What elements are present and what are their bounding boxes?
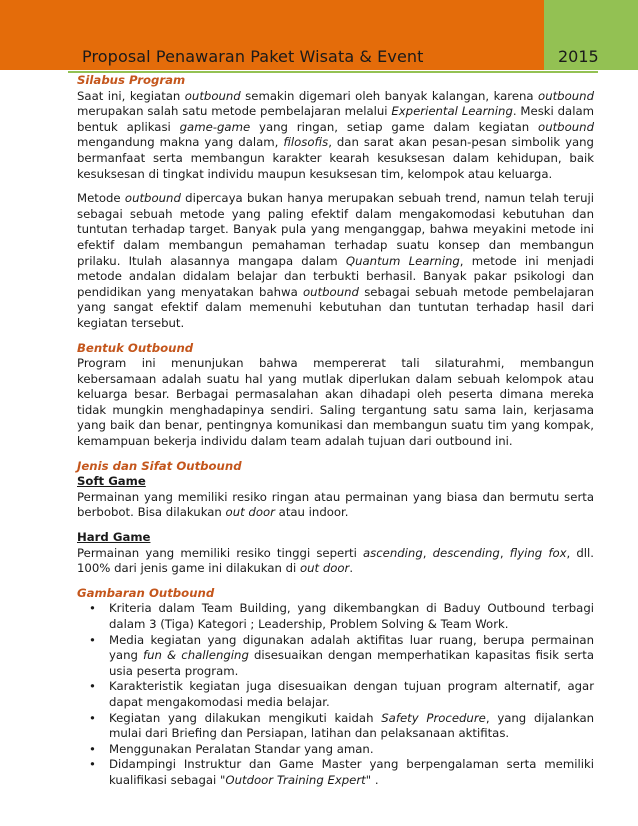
document-year: 2015 — [558, 47, 599, 66]
heading-gambaran-outbound: Gambaran Outbound — [77, 585, 215, 600]
paragraph: Program ini menunjukan bahwa mempererat tali silaturahmi, membangun kebersamaan adalah suatu hal yang mutlak diperlukan dalam sebuah kelompok atau keluarga besar. Berbagai permasalahan akan dihadapi oleh peserta dimana mereka tidak mungkin menghadapinya sendiri. Saling tergantung satu sama lain, kerjasama yang baik dan benar, pentingnya komunikasi dan membangun suatu tim yang kompak, kemampuan bekerja individu dalam team adalah tujuan dari outbound ini. — [77, 356, 594, 449]
bullet-icon: • — [89, 601, 96, 616]
list-item: • Menggunakan Peralatan Standar yang aman. — [89, 741, 374, 756]
bullet-icon: • — [89, 741, 96, 756]
paragraph: Permainan yang memiliki resiko ringan atau permainan yang biasa dan bermutu serta berbobot. Bisa dilakukan out door atau indoor. — [77, 489, 594, 520]
heading-silabus-program: Silabus Program — [77, 73, 186, 87]
list-item: • Kegiatan yang dilakukan mengikuti kaidah Safety Procedure, yang dijalankan mulai dari Briefing dan Persiapan, latihan dan pelaksanaan aktifitas. — [89, 710, 595, 741]
list-item: • Didampingi Instruktur dan Game Master yang berpengalaman serta memiliki kualifikasi sebagai "Outdoor Training Expert" . — [89, 757, 594, 787]
list-item: • Karakteristik kegiatan juga disesuaikan dengan tujuan program alternatif, agar dapat mengakomodasi media belajar. — [89, 679, 594, 709]
document-body — [77, 73, 594, 789]
bullet-icon: • — [89, 757, 96, 772]
list-item: • Media kegiatan yang digunakan adalah aktifitas luar ruang, berupa permainan yang fun & challenging disesuaikan dengan memperhatikan kapasitas fisik serta usia peserta program. — [89, 632, 594, 678]
paragraph: Saat ini, kegiatan outbound semakin digemari oleh banyak kalangan, karena outbound merupakan salah satu metode pembelajaran melalui Experiental Learning. Meski dalam bentuk aplikasi game-game yang ringan, setiap game dalam kegiatan outbound mengandung makna yang dalam, filosofis, dan sarat akan pesan-pesan simbolik yang bermanfaat serta membangun karakter kearah kesuksesan dalam kehidupan, baik kesuksesan di tingkat individu maupun kesuksesan tim, kelompok atau keluarga. — [77, 88, 595, 181]
heading-jenis-sifat-outbound: Jenis dan Sifat Outbound — [77, 458, 242, 473]
gambaran-list — [77, 601, 594, 788]
paragraph: Metode outbound dipercaya bukan hanya merupakan sebuah trend, namun telah teruji sebagai sebuah metode yang paling efektif dalam mengakomodasi kebutuhan dan tuntutan terhadap target. Banyak pula yang menganggap, bahwa meyakini metode ini efektif dalam membangun pemahaman terhadap suatu konsep dan membangun prilaku. Itulah alasannya mangapa dalam Quantum Learning, metode ini menjadi metode andalan didalam belajar dan terbukti berhasil. Banyak pakar psikologi dan pendidikan yang menyatakan bahwa outbound sebagai sebuah metode pembelajaran yang sangat efektif dalam memenuhi kebutuhan dan tuntutan terhadap hasil dari kegiatan tersebut. — [77, 191, 594, 330]
document-title: Proposal Penawaran Paket Wisata & Event — [82, 47, 424, 66]
bullet-icon: • — [89, 710, 96, 725]
bullet-icon: • — [89, 632, 96, 647]
heading-hard-game: Hard Game — [77, 530, 151, 545]
heading-bentuk-outbound: Bentuk Outbound — [77, 340, 194, 355]
paragraph: Permainan yang memiliki resiko tinggi seperti ascending, descending, flying fox, dll. 100% dari jenis game ini dilakukan di out door. — [77, 545, 594, 576]
heading-soft-game: Soft Game — [77, 474, 146, 489]
bullet-icon: • — [89, 679, 96, 694]
list-item: • Kriteria dalam Team Building, yang dikembangkan di Baduy Outbound terbagi dalam 3 (Tiga) Kategori ; Leadership, Problem Solving & Team Work. — [89, 601, 594, 631]
